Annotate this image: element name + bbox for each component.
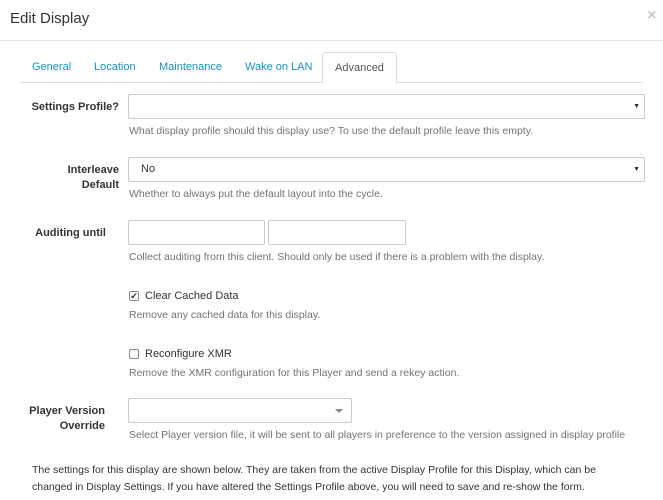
interleave-default-help: Whether to always put the default layout into the cycle.	[129, 188, 383, 200]
auditing-until-help: Collect auditing from this client. Should only be used if there is a problem with the display.	[129, 251, 545, 263]
reconfigure-xmr-help: Remove the XMR configuration for this Player and send a rekey action.	[129, 367, 460, 379]
player-version-help: Select Player version file, it will be sent to all players in preference to the version assigned in display profile	[129, 429, 626, 441]
clear-cached-data-checkbox[interactable]: ✔	[130, 291, 138, 301]
interleave-label-line2: Default	[81, 179, 119, 191]
interleave-label-line1: Interleave	[67, 164, 119, 176]
close-icon[interactable]: ×	[647, 7, 657, 24]
tab-wake-on-lan[interactable]: Wake on LAN	[245, 61, 313, 73]
modal-header	[0, 0, 663, 41]
auditing-until-label: Auditing until	[35, 227, 106, 239]
modal-title: Edit Display	[10, 10, 90, 27]
player-version-label-line1: Player Version	[29, 405, 105, 417]
caret-down-icon: ▼	[633, 166, 640, 173]
tab-general[interactable]: General	[32, 61, 72, 73]
settings-profile-select[interactable]	[128, 94, 645, 119]
auditing-date-input[interactable]	[128, 220, 265, 245]
note-line1: The settings for this display are shown below. They are taken from the active Display Profile for this Display, which can be	[32, 464, 596, 476]
reconfigure-xmr-checkbox[interactable]	[129, 349, 139, 359]
settings-profile-help: What display profile should this display use? To use the default profile leave this empty.	[129, 125, 534, 137]
caret-down-icon: ▼	[633, 103, 640, 110]
interleave-default-select[interactable]	[128, 157, 645, 182]
dropdown-arrow-icon	[335, 409, 343, 413]
clear-cached-data-help: Remove any cached data for this display.	[129, 309, 321, 321]
note-line2: changed in Display Settings. If you have altered the Settings Profile above, you will need to save and re-show the form.	[32, 481, 585, 493]
display-settings-note	[32, 462, 642, 496]
tab-advanced[interactable]: Advanced	[322, 52, 397, 84]
player-version-override-label	[10, 404, 105, 434]
player-version-select[interactable]	[128, 398, 352, 423]
reconfigure-xmr-label: Reconfigure XMR	[145, 348, 232, 360]
tab-location[interactable]: Location	[94, 61, 136, 73]
tab-bar	[20, 52, 643, 83]
auditing-time-input[interactable]	[268, 220, 406, 245]
interleave-default-label	[10, 163, 119, 193]
reconfigure-xmr-option[interactable]	[129, 348, 232, 360]
player-version-label-line2: Override	[59, 420, 105, 432]
interleave-default-value: No	[141, 163, 156, 175]
clear-cached-data-label: Clear Cached Data	[145, 290, 239, 302]
settings-profile-label: Settings Profile?	[31, 101, 119, 113]
clear-cached-data-option[interactable]	[129, 290, 239, 302]
tab-maintenance[interactable]: Maintenance	[159, 61, 222, 73]
